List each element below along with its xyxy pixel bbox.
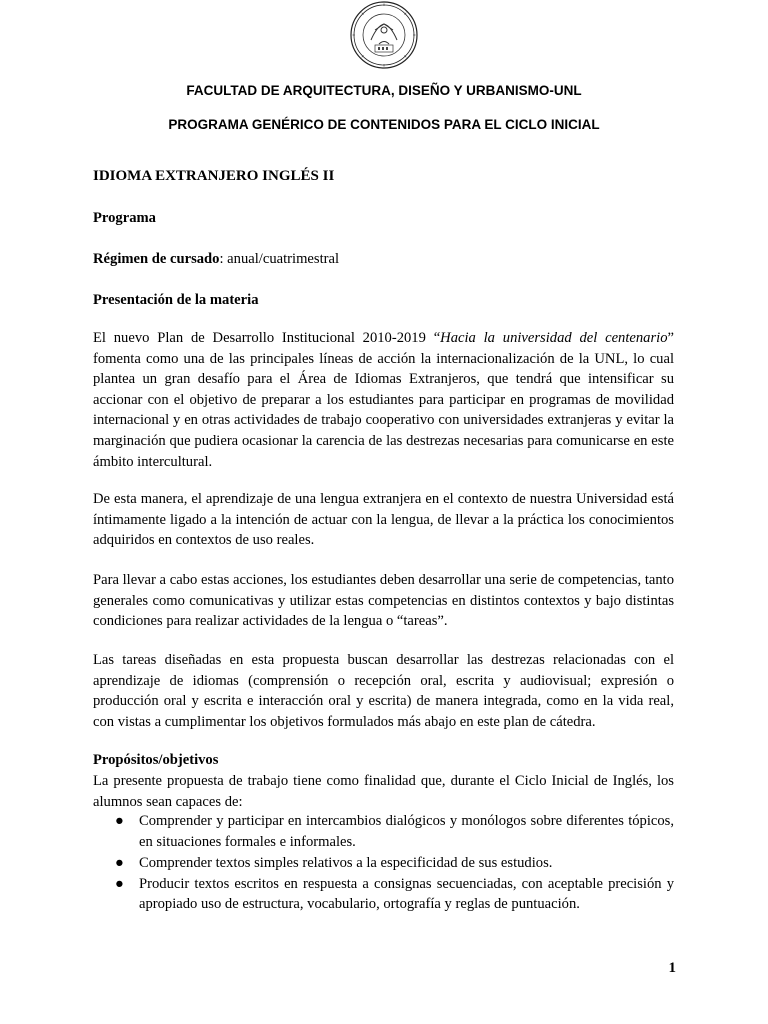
p1-plan-title: Hacia la universidad del centenario (440, 330, 668, 346)
p1-text-b: ” fomenta como una de las principales líneas de acción la internacionalización de la UNL, lo cual plantea un gran desafío para el Área de Idiomas Extranjeros, que tendrá que intensificar su accionar con el objetivo de preparar a los estudiantes para participar en programas de movilidad internacional y en otras actividades de trabajo cooperativo con universidades extranjeras y evitar la marginación que pudiera ocasionar la carencia de las destrezas necesarias para comunicarse en este ámbito intercultural. (93, 330, 674, 470)
regimen-value: : anual/cuatrimestral (219, 251, 340, 267)
presentacion-paragraph-1 (93, 328, 674, 472)
presentacion-paragraph-3: Para llevar a cabo estas acciones, los estudiantes deben desarrollar una serie de competencias, tanto generales como comunicativas y utilizar estas competencias en distintos contextos y bajo distintas condiciones para realizar actividades de la lengua o “tareas”. (93, 572, 674, 630)
list-item (93, 853, 674, 874)
bullet-icon: ● (115, 854, 124, 871)
list-item-text: Comprender y participar en intercambios dialógicos y monólogos sobre diferentes tópicos, en situaciones formales e informales. (139, 813, 674, 850)
faculty-heading: FACULTAD DE ARQUITECTURA, DISEÑO Y URBANISMO-UNL (186, 83, 582, 98)
propositos-intro: La presente propuesta de trabajo tiene como finalidad que, durante el Ciclo Inicial de Inglés, los alumnos sean capaces de: (93, 773, 674, 810)
bullet-icon: ● (115, 813, 124, 829)
regimen-line (93, 249, 674, 270)
course-title: IDIOMA EXTRANJERO INGLÉS II (93, 168, 335, 184)
programa-label: Programa (93, 210, 156, 226)
presentacion-heading: Presentación de la materia (93, 292, 259, 308)
list-item (93, 811, 674, 852)
presentacion-paragraph-4: Las tareas diseñadas en esta propuesta buscan desarrollar las destrezas relacionadas con el aprendizaje de idiomas (comprensión o recepción oral, escrita y audiovisual; expresión o producción oral y escrita e interacción oral y escrita) de manera integrada, como en la vida real, con vistas a cumplimentar los objetivos formulados más abajo en este plan de cátedra. (93, 652, 674, 730)
bullet-icon: ● (115, 875, 124, 892)
propositos-heading: Propósitos/objetivos (93, 752, 219, 768)
program-heading: PROGRAMA GENÉRICO DE CONTENIDOS PARA EL CICLO INICIAL (168, 117, 600, 132)
list-item-text: Comprender textos simples relativos a la especificidad de sus estudios. (139, 854, 553, 871)
university-seal-icon (349, 0, 419, 70)
list-item-text: Producir textos escritos en respuesta a consignas secuenciadas, con aceptable precisión y apropiado uso de estructura, vocabulario, ortografía y reglas de puntuación. (139, 875, 674, 913)
p1-text-a: El nuevo Plan de Desarrollo Institucional 2010-2019 “ (93, 330, 441, 346)
objectives-list (93, 811, 674, 915)
regimen-label: Régimen de cursado (93, 251, 220, 267)
page-number: 1 (668, 960, 676, 976)
list-item (93, 874, 674, 915)
presentacion-paragraph-2: De esta manera, el aprendizaje de una lengua extranjera en el contexto de nuestra Universidad está íntimamente ligado a la intención de actuar con la lengua, de llevar a la práctica los conocimientos adquiridos en contextos de uso reales. (93, 491, 674, 549)
